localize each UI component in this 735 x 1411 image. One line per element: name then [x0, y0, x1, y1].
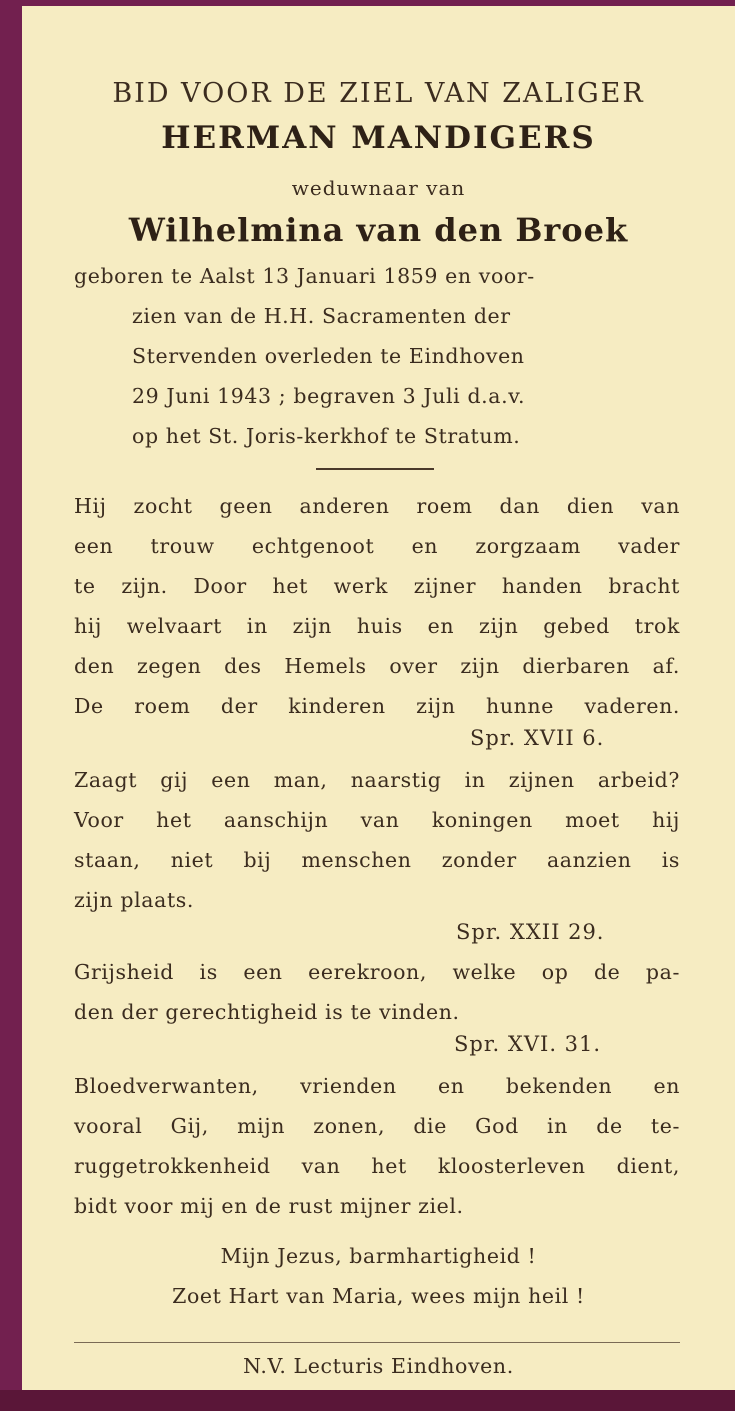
- text-line: Hij zocht geen anderen roem dan dien van: [74, 494, 680, 518]
- text-line: ruggetrokkenheid van het kloosterleven dient,: [74, 1154, 680, 1178]
- prayer-heading: BID VOOR DE ZIEL VAN ZALIGER: [112, 78, 645, 109]
- bio-line: geboren te Aalst 13 Januari 1859 en voor-: [74, 264, 535, 288]
- text-line: te zijn. Door het werk zijner handen bracht: [74, 574, 680, 598]
- text-line: bidt voor mij en de rust mijner ziel.: [74, 1194, 464, 1218]
- text-line: staan, niet bij menschen zonder aanzien is: [74, 848, 680, 872]
- bio-line: Stervenden overleden te Eindhoven: [132, 344, 525, 368]
- memorial-card: [22, 6, 735, 1390]
- scripture-reference: Spr. XXII 29.: [456, 920, 605, 944]
- scripture-reference: Spr. XVII 6.: [470, 726, 605, 750]
- text-line: Bloedverwanten, vrienden en bekenden en: [74, 1074, 680, 1098]
- prayer-line: Zoet Hart van Maria, wees mijn heil !: [172, 1284, 585, 1308]
- spouse-name: Wilhelmina van den Broek: [128, 211, 629, 249]
- bio-line: zien van de H.H. Sacramenten der: [132, 304, 511, 328]
- divider-short: [316, 468, 434, 470]
- widower-label: weduwnaar van: [291, 176, 466, 200]
- divider-long: [74, 1342, 680, 1343]
- bio-line: op het St. Joris-kerkhof te Stratum.: [132, 424, 521, 448]
- text-line: den zegen des Hemels over zijn dierbaren af.: [74, 654, 680, 678]
- text-line: zijn plaats.: [74, 888, 195, 912]
- text-line: den der gerechtigheid is te vinden.: [74, 1000, 460, 1024]
- text-line: Grijsheid is een eerekroon, welke op de pa-: [74, 960, 680, 984]
- bio-line: 29 Juni 1943 ; begraven 3 Juli d.a.v.: [132, 384, 526, 408]
- printer-name: N.V. Lecturis Eindhoven.: [243, 1354, 514, 1378]
- deceased-name: HERMAN MANDIGERS: [161, 120, 596, 156]
- text-line: Zaagt gij een man, naarstig in zijnen arbeid?: [74, 768, 680, 792]
- text-line: Voor het aanschijn van koningen moet hij: [74, 808, 680, 832]
- scripture-reference: Spr. XVI. 31.: [454, 1032, 602, 1056]
- text-line: een trouw echtgenoot en zorgzaam vader: [74, 534, 680, 558]
- text-line: vooral Gij, mijn zonen, die God in de te-: [74, 1114, 680, 1138]
- text-line: De roem der kinderen zijn hunne vaderen.: [74, 694, 680, 718]
- text-line: hij welvaart in zijn huis en zijn gebed trok: [74, 614, 680, 638]
- card-bottom-edge: [0, 1390, 735, 1411]
- prayer-line: Mijn Jezus, barmhartigheid !: [220, 1244, 537, 1268]
